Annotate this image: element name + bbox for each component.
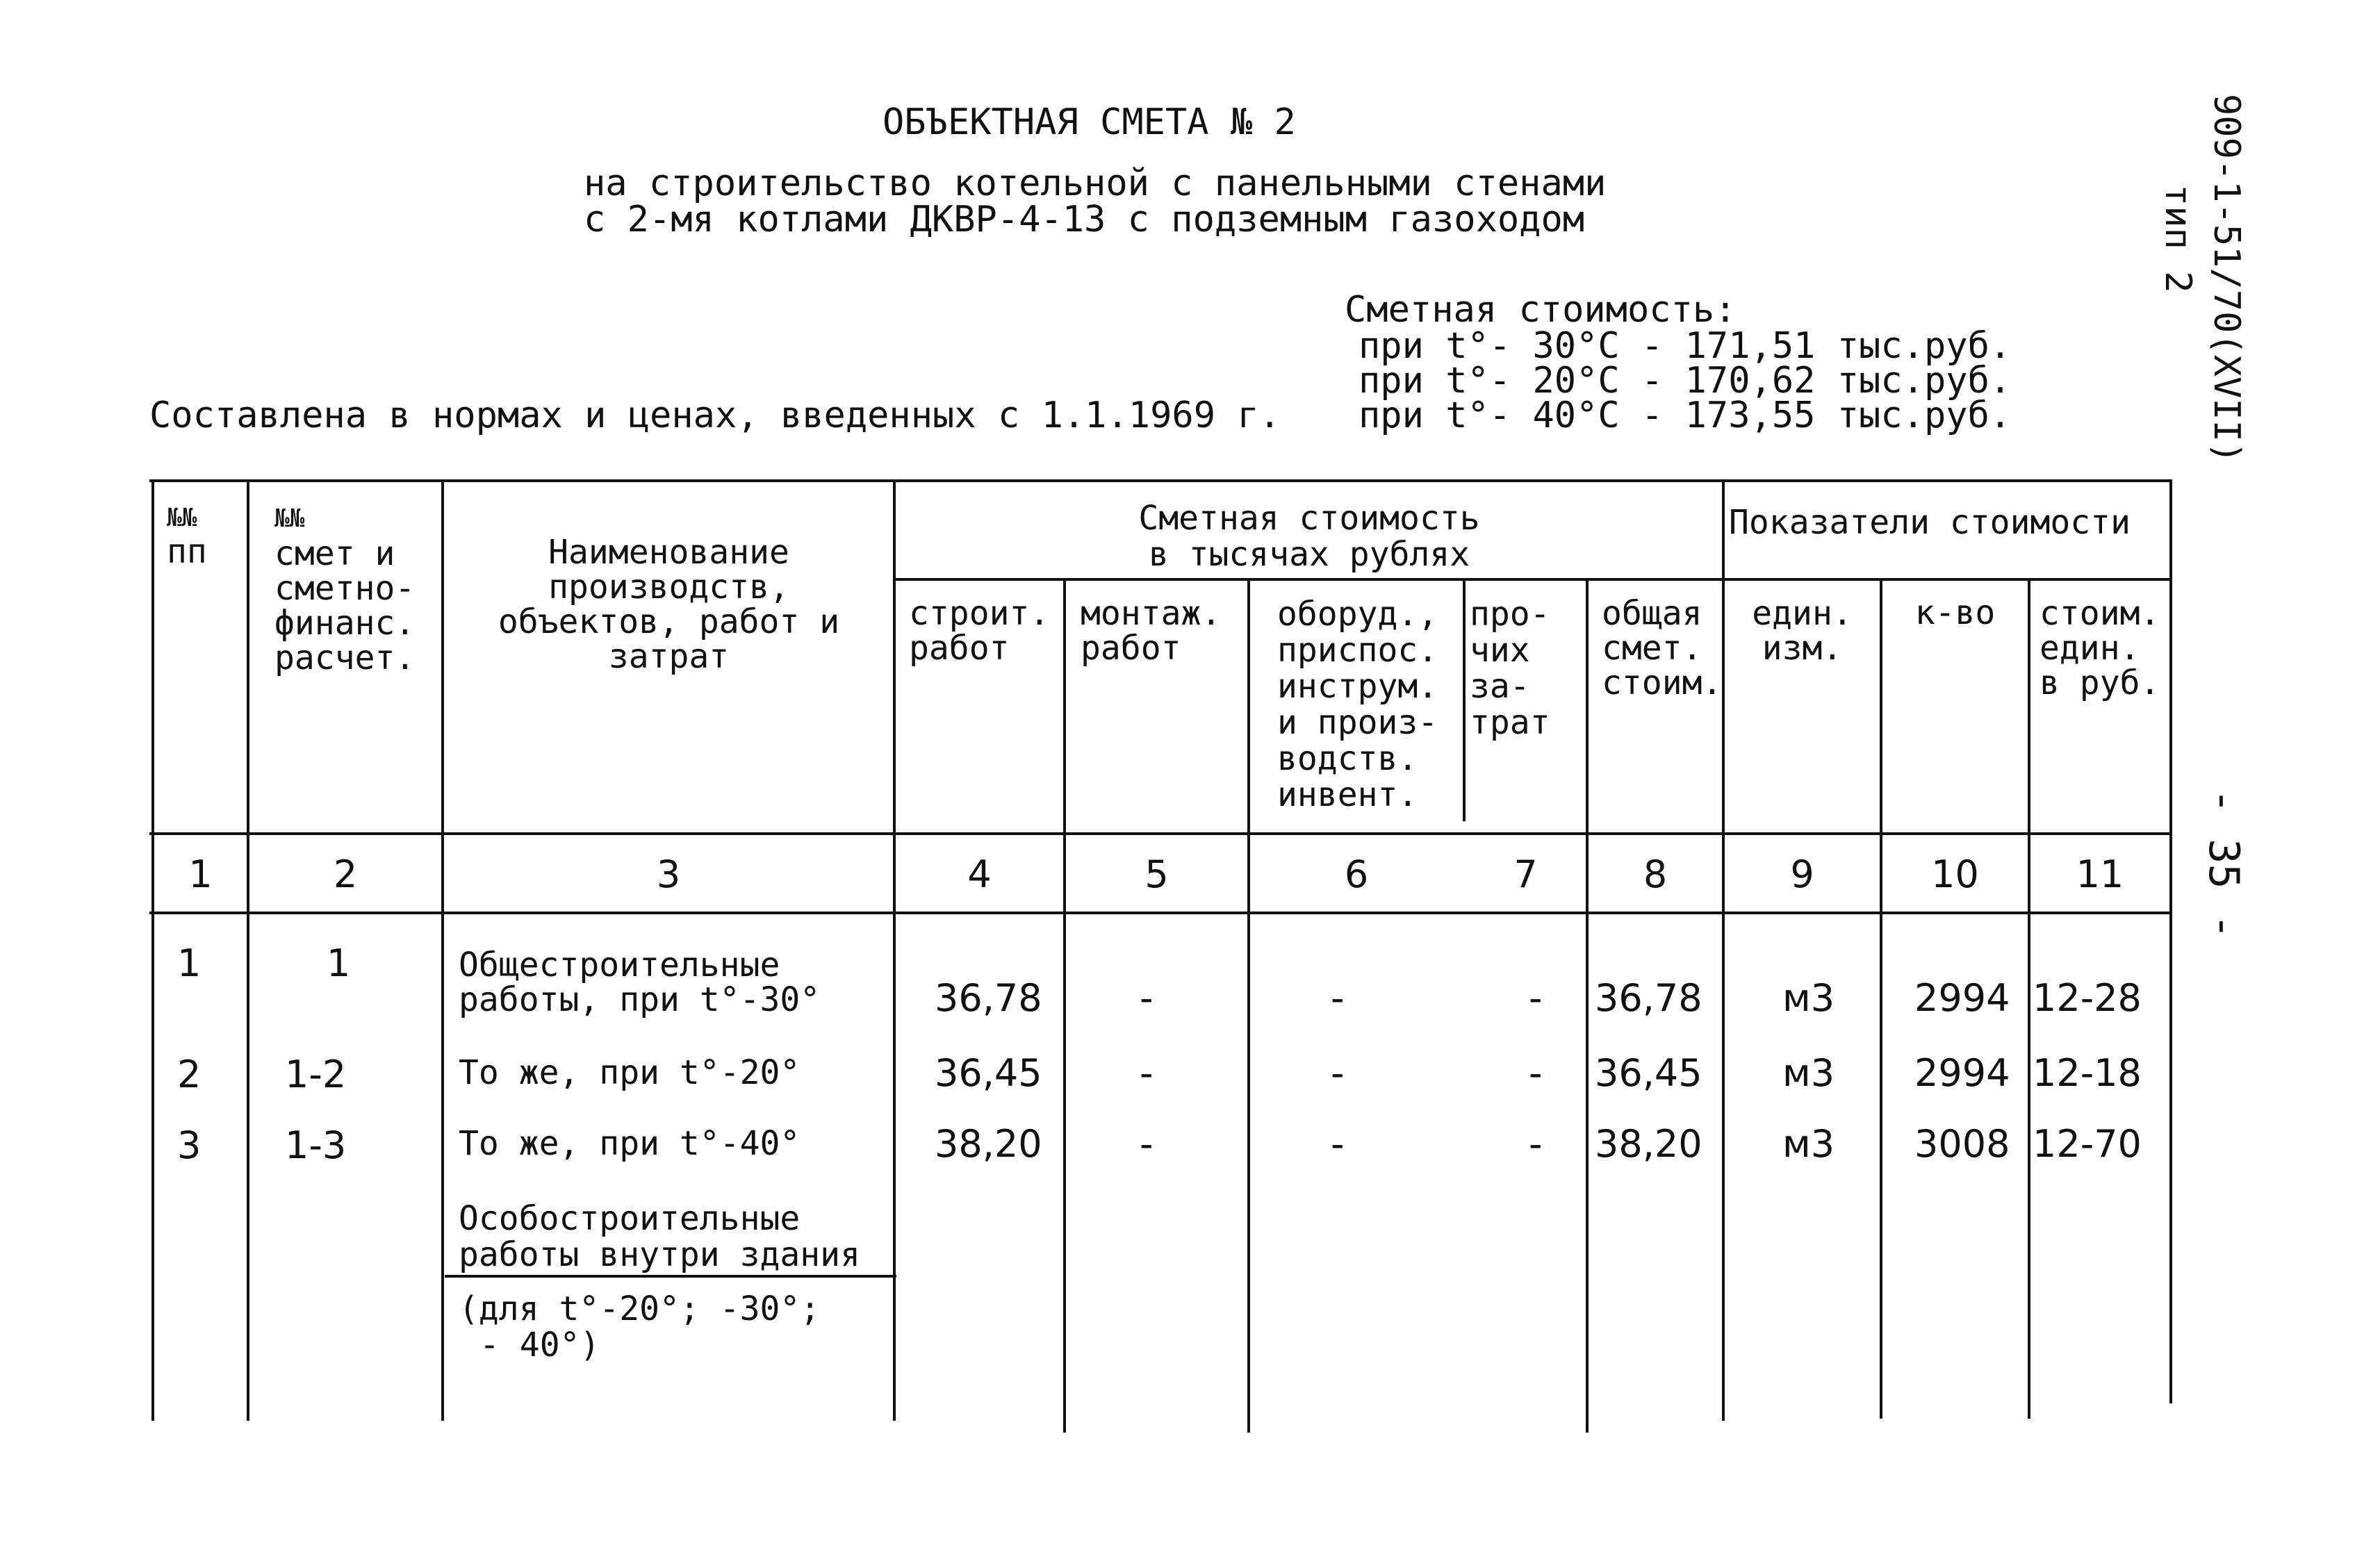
col5-header: [1081, 596, 1221, 666]
col10-header: [1882, 593, 2028, 632]
table-row-estimate: 1-2: [285, 1053, 347, 1096]
col3-header-line: производств,: [548, 568, 789, 607]
table-row-other: -: [1529, 976, 1543, 1020]
col4-header-line: строит.: [909, 594, 1050, 633]
special-section-line: работы внутри здания: [459, 1235, 860, 1274]
special-section-underline: [445, 1275, 896, 1278]
table-row-unit-cost: 12-18: [2033, 1051, 2142, 1095]
column-number: 11: [2076, 852, 2124, 896]
col7-header-line: чих: [1470, 631, 1530, 670]
column-number: 5: [1144, 852, 1169, 896]
column-number: 6: [1344, 852, 1369, 896]
table-row-name-line: работы, при t°-30°: [459, 980, 821, 1019]
table-row-total: 36,78: [1595, 976, 1702, 1020]
col2-header-line: расчет.: [274, 638, 416, 677]
col5-header-line: работ: [1081, 629, 1181, 668]
table-row-unit: м3: [1782, 1122, 1835, 1166]
table-left-border: [151, 479, 154, 1421]
special-section-line: - 40°): [479, 1326, 600, 1364]
column-number: 1: [188, 852, 213, 896]
table-right-border: [2169, 479, 2172, 1403]
indicators-group-header: Показатели стоимости: [1729, 503, 2131, 542]
table-row-number: 3: [177, 1123, 202, 1167]
col2-header-line: №№: [274, 504, 305, 533]
table-row-other: -: [1529, 1051, 1543, 1095]
page-number: - 35 -: [2199, 789, 2248, 939]
col-divider-6: [1463, 578, 1466, 821]
estimated-cost-line: при t°- 20°C - 170,62 тыс.руб.: [1359, 360, 2012, 402]
table-row-unit: м3: [1782, 1051, 1835, 1095]
estimated-cost-label: Сметная стоимость:: [1345, 289, 1737, 331]
col-divider-1: [247, 479, 249, 1421]
col4-header: [909, 596, 1049, 666]
col2-header-line: смет и: [274, 534, 395, 573]
col-divider-2: [441, 479, 444, 1421]
special-section-line: Особостроительные: [459, 1199, 801, 1238]
col6-header-line: инструм.: [1277, 667, 1438, 706]
table-row-installation: -: [1140, 1051, 1154, 1095]
table-row-number: 1: [177, 941, 202, 985]
table-row-equipment: -: [1331, 1051, 1345, 1095]
table-row-quantity: 2994: [1914, 976, 2010, 1020]
col9-header-line: изм.: [1762, 629, 1843, 668]
col-divider-7: [1586, 578, 1589, 1433]
table-row-installation: -: [1140, 976, 1154, 1020]
col8-header-line: стоим.: [1602, 663, 1723, 702]
col1-header: [167, 502, 207, 571]
col-divider-5: [1247, 578, 1250, 1433]
estimated-cost-line: при t°- 30°C - 171,51 тыс.руб.: [1359, 325, 2012, 367]
column-number: 7: [1513, 852, 1538, 896]
document-code: 909-1-51/70(XVII): [2206, 94, 2247, 464]
col-divider-4: [1063, 578, 1066, 1433]
col-divider-3: [893, 479, 896, 1421]
cost-group-header-line: в тысячах рублях: [1148, 535, 1470, 574]
col11-header-line: стоим.: [2040, 594, 2160, 633]
col-divider-9: [1880, 578, 1882, 1419]
col3-header-line: объектов, работ и: [498, 602, 840, 641]
col11-header-line: един.: [2040, 629, 2140, 668]
col10-header-line: к-во: [1914, 593, 1996, 632]
col7-header-line: трат: [1470, 703, 1550, 742]
col9-header: [1725, 596, 1880, 666]
col2-header-line: финанс.: [274, 604, 416, 643]
col2-header: [274, 502, 415, 675]
estimated-cost-line: при t°- 40°C - 173,55 тыс.руб.: [1359, 395, 2012, 436]
col3-header-line: затрат: [608, 637, 730, 676]
table-row-construction: 38,20: [935, 1122, 1042, 1166]
document-subtitle-line2: с 2-мя котлами ДКВР-4-13 с подземным газоходом: [584, 199, 1585, 240]
document-type: тип 2: [2157, 184, 2199, 293]
table-row-name-line: Общестроительные: [459, 946, 780, 984]
col9-header-line: един.: [1752, 594, 1853, 633]
table-row-total: 38,20: [1595, 1122, 1702, 1166]
column-number: 2: [333, 852, 358, 896]
table-row-estimate: 1: [327, 941, 351, 985]
column-number: 3: [656, 852, 681, 896]
col7-header-line: за-: [1470, 667, 1530, 706]
table-row-quantity: 3008: [1914, 1122, 2010, 1166]
col7-header: [1470, 596, 1550, 741]
col8-header-line: смет.: [1602, 629, 1702, 668]
col6-header-line: инвент.: [1277, 775, 1418, 814]
col7-header-line: про-: [1470, 595, 1550, 634]
table-row-unit: м3: [1782, 976, 1835, 1020]
col11-header-line: в руб.: [2040, 663, 2160, 702]
col3-header: [445, 535, 893, 674]
col6-header: [1277, 596, 1438, 813]
table-row-quantity: 2994: [1914, 1051, 2010, 1095]
table-row-installation: -: [1140, 1122, 1154, 1166]
column-number-bottom-border: [149, 912, 2172, 914]
col5-header-line: монтаж.: [1081, 594, 1222, 633]
table-row-estimate: 1-3: [285, 1123, 347, 1167]
table-row-equipment: -: [1331, 1122, 1345, 1166]
table-row-equipment: -: [1331, 976, 1345, 1020]
table-row-construction: 36,45: [935, 1051, 1042, 1095]
col8-header-line: общая: [1602, 594, 1702, 633]
col1-header-line: №№: [167, 504, 197, 532]
col6-header-line: приспос.: [1277, 631, 1438, 670]
col6-header-line: оборуд.,: [1277, 595, 1438, 634]
column-number: 10: [1931, 852, 1979, 896]
col6-header-line: водств.: [1277, 739, 1418, 778]
col6-header-line: и произ-: [1277, 703, 1438, 742]
cost-group-header: [896, 500, 1722, 572]
col-divider-10: [2028, 578, 2030, 1419]
document-title: ОБЪЕКТНАЯ СМЕТА № 2: [883, 101, 1296, 143]
table-row-name-line: То же, при t°-20°: [459, 1053, 801, 1092]
col4-header-line: работ: [909, 629, 1010, 668]
col11-header: [2040, 596, 2160, 700]
col8-header: [1602, 596, 1722, 700]
table-row-number: 2: [177, 1053, 202, 1096]
table-row-unit-cost: 12-70: [2033, 1122, 2142, 1166]
column-number: 8: [1643, 852, 1668, 896]
table-row-unit-cost: 12-28: [2033, 976, 2142, 1020]
column-number: 9: [1790, 852, 1814, 896]
compiled-note: Составлена в нормах и ценах, введенных с 1.1.1969 г.: [149, 395, 1281, 436]
table-row-other: -: [1529, 1122, 1543, 1166]
header-bottom-border: [149, 832, 2172, 835]
table-row-construction: 36,78: [935, 976, 1042, 1020]
table-row-total: 36,45: [1595, 1051, 1702, 1095]
group-divider: [893, 578, 2172, 581]
special-section-line: (для t°-20°; -30°;: [459, 1289, 821, 1328]
document-subtitle-line1: на строительство котельной с панельными стенами: [584, 163, 1607, 204]
col2-header-line: сметно-: [274, 569, 416, 608]
column-number: 4: [967, 852, 992, 896]
table-top-border: [149, 479, 2172, 482]
cost-group-header-line: Сметная стоимость: [1138, 499, 1480, 538]
table-row-name-line: То же, при t°-40°: [459, 1124, 801, 1163]
col1-header-line: пп: [167, 532, 207, 571]
col3-header-line: Наименование: [548, 533, 789, 572]
